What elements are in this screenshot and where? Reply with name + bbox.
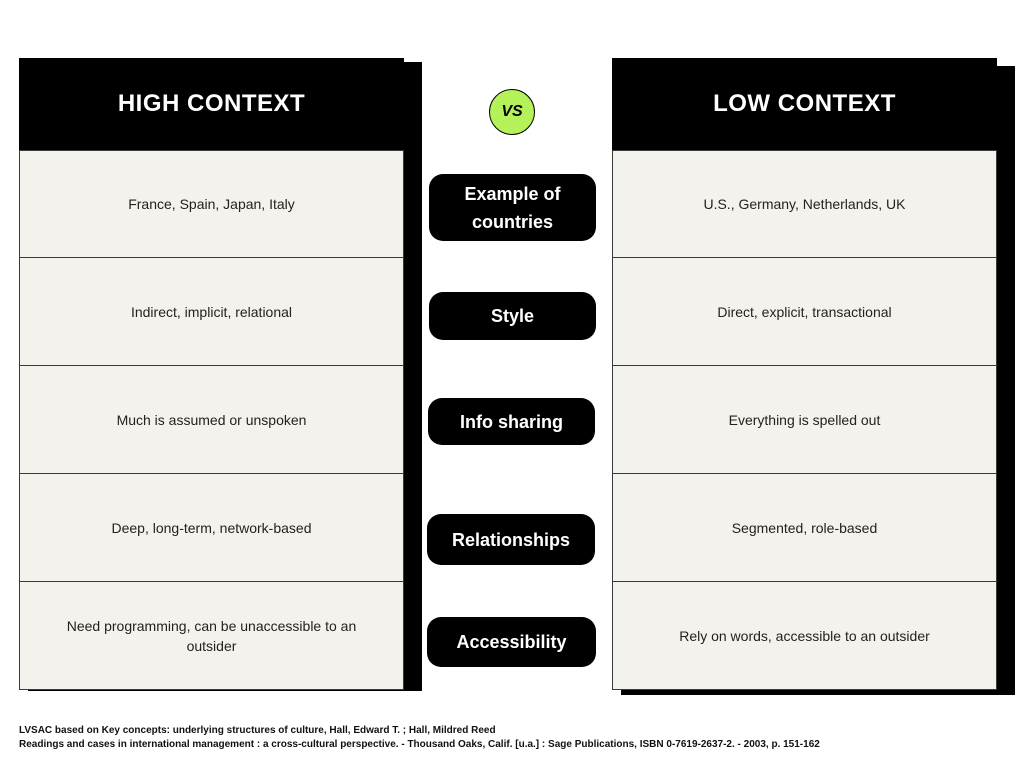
citation-line-2: Readings and cases in international management : a cross-cultural perspective. - Thousand Oaks, Calif. [u.a.] : Sage Publications, ISBN 0-7619-2637-2. - 2003, p. 151-162 (19, 739, 820, 750)
category-pill-relationships: Relationships (427, 514, 595, 565)
category-pill-info-sharing: Info sharing (428, 398, 595, 445)
category-pill-style: Style (429, 292, 596, 340)
low-context-row-style: Direct, explicit, transactional (612, 258, 997, 366)
category-pill-accessibility: Accessibility (427, 617, 596, 667)
high-context-column (19, 58, 404, 690)
high-context-row-info-sharing: Much is assumed or unspoken (19, 366, 404, 474)
high-context-row-accessibility: Need programming, can be unaccessible to an outsider (19, 582, 404, 690)
high-context-row-countries: France, Spain, Japan, Italy (19, 150, 404, 258)
category-pill-countries: Example of countries (429, 174, 596, 241)
vs-badge: VS (489, 89, 535, 135)
low-context-row-accessibility: Rely on words, accessible to an outsider (612, 582, 997, 690)
low-context-row-countries: U.S., Germany, Netherlands, UK (612, 150, 997, 258)
source-citation (19, 724, 820, 752)
low-context-row-relationships: Segmented, role-based (612, 474, 997, 582)
high-context-header: HIGH CONTEXT (19, 58, 404, 150)
low-context-row-info-sharing: Everything is spelled out (612, 366, 997, 474)
low-context-header: LOW CONTEXT (612, 58, 997, 150)
high-context-row-style: Indirect, implicit, relational (19, 258, 404, 366)
high-context-row-relationships: Deep, long-term, network-based (19, 474, 404, 582)
low-context-column (612, 58, 997, 690)
citation-line-1: LVSAC based on Key concepts: underlying structures of culture, Hall, Edward T. ; Hall, Mildred Reed (19, 725, 496, 736)
